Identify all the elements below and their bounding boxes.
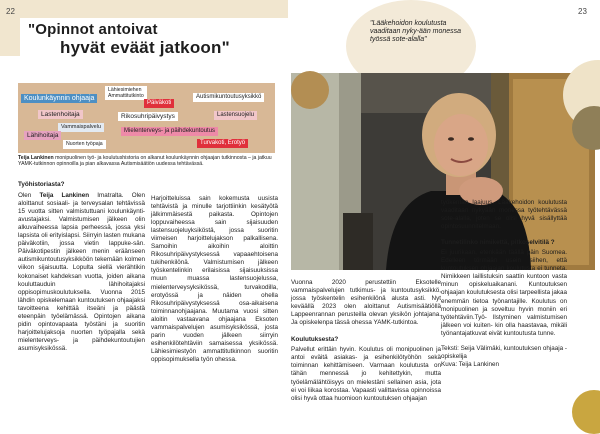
tag-autismikuntoutusyksikko: Autismikuntoutusyksikkö xyxy=(193,93,264,102)
tag-vammaispalvelu: Vammaispalvelu xyxy=(58,123,104,132)
heading-recognition: Tunnetilinko nimikettä, pitkoselvitilä ? xyxy=(441,239,555,247)
col4-text: työkentän laajuus. Lääkehoidon koulutusta vaaditaan nykyään monessa työtehtävässä sote-alalla, joten se olisi hyvä sisällyttää opintosuunnitelmaan. xyxy=(441,199,567,231)
title-line-1: "Opinnot antoivat xyxy=(28,21,158,38)
career-tag-cloud-image xyxy=(18,83,275,153)
page-number-left: 22 xyxy=(6,7,15,16)
caption-text: monipuolinen työ- ja koulutushistoria on alkanut koulunkäynnin ohjaajan tutkinnosta – ja jatkuu YAMK-tutkinnon opinnoilla ja pian alkavassa Autismisäätiön uudessa tehtävässä. xyxy=(18,155,272,168)
caption-name: Teija Lankinen xyxy=(18,155,54,161)
col3-text: Vuonna 2020 perustettiin Eksotelle vammaispalvelujen tutkimus- ja kuntoutusyksikkö, jossa työskentelin esihenkilönä alusta asti. Nyt keväällä 2023 olen aloittanut Autismisäätiöllä Lappeenrannan perusteilla olevan yksikön johtajana. Ja opiskelenpa tässä ohessa YAMK-tutkintoa. xyxy=(291,279,441,327)
credits xyxy=(441,345,567,369)
col3-text2: Palvellut erittäin hyvin. Koulutus oli monipuolinen ja antoi eväitä asiakas- ja esihenkilötyöhön sekä toiminnan kehittämiseen. Varmaan koulutusta on tähän mennessä jo kehitettykin, mutta työelämälähtöisyys on mielestäni sellainen asia, jota ei voi liikaa korostaa. Vapaasti valittavissa opinnoissa olisi hyvä ottaa huomioon kuntoutuksen ohjaajan xyxy=(291,346,441,402)
col4-text2: Ei juurikaan, etenkään täällä päin Suomea. Edelleen törmään usein siihen, että kuntoutuksen ohjaajan koulutusta ei tunneta. Nimikkeen laillistuksin saattin kuntoon vasta minun opiskeluaikanani. Kuntoutuksen ohjaajan koulutuksesta olisi tarpeellista jakaa enemmän tietoa työnantajille. Koulutus on monipuolinen ja soveltuu hyvin moniin eri työtehtäviin.Työ- llstyminen valmistumisen jälkeen voi kuiten- kin olla haastavaa, mikäli työnantajatkuvat eivät kuntoutusta tunne. xyxy=(441,249,567,337)
credit-text: Teksti: Seija Välimäki, kuntoutuksen ohjaaja -opiskelija xyxy=(441,344,568,360)
pull-quote: "Lääkehoidon koulutusta vaaditaan nyky-ään monessa työssä sote-alalla" xyxy=(370,20,462,44)
tag-lahiesimiehen: Lähiesimiehen Ammattitutkinto xyxy=(105,86,147,100)
heading-work-history: Työhistoriasta? xyxy=(18,181,65,188)
credit-photo: Kuva: Teija Lankinen xyxy=(441,360,499,368)
col1-name: Teija Lankinen xyxy=(39,192,90,200)
header-band xyxy=(20,0,288,18)
col2-text: Harjoitteluissa sain kokemusta uusista tehtävistä ja minulle tarjottiinkin kesätyötä jälkimmäisestä paikasta. Opintojen loppuvaiheessa sain sijaisuuden lastensuojeluyksiköstä, jossa suoritin viimeisen harjoittelujakson palkallisena. Samoihin aikoihin aloittin Rikosuhripäivystyksessä vapaaehtoisena tukihenkilönä. Valmistumisen jälkeen työskentelinkin erilaisissa sijaisuuksissa muun muassa lastensuojelussa, mielenterveysyksikössä, turvakodilla, erotyössä ja näiden ohella Rikosuhripäivystyksessä osa-aikaisena toiminnanohjaajana. Muutama vuosi sitten aloitin vastaavana ohjaajana Eksoten vammaispalvelujen asumisyksikössä, josta parin vuoden jälkeen siirryin esihenkilötehtäviin samaisessa yksikössä. Lähiesimiestyön ammattitutkinnon suoritin oppisopimuksella työn ohessa. xyxy=(151,195,278,363)
tag-mielenterveys: Mielenterveys- ja päihdekuntoutus xyxy=(121,127,218,136)
column-4 xyxy=(441,199,567,369)
col1-text: Imatralta. Olen aloittanut sosiaali- ja terveysalan tehtävissä 15 vuotta sitten valmistuttuani koulunkäynti-avustajaksi. Valmistumisen jälkeen olin alkuvaiheessa lapsia perheessä, jossa yksi lapsista oli erityislapsi. Siirryin lasten mukana päiväkotiin, jossa vietin lappuke-sän. Päiväkotipestin jälkeen menin eräänseen autismikuntoutusyksikköön tekemään kolmen viikon sijaisuutta. Lopulta siellä vierähtikin kokonaiset kahdeksan vuotta, joiden aikana kouluttauduin lähihoitajaksi oppisopimuskoulutuksella. Vuonna 2015 lähdin opiskelemaan kuntoutuksen ohjaajaksi tavoitteena kehittää itseäni ja päästä eteenpäin työelämässä. Opintojen aikana pidin opintovapaata työstäni ja suoritin harjoittelujaksoja nuorten työpajalla sekä mielenterveys- ja päihdekuntoutujien asumisyksikössä. xyxy=(18,192,145,352)
tag-paivakoti: Päiväkoti xyxy=(144,99,174,108)
column-2 xyxy=(151,195,278,364)
tag-koulunkaynnin-ohjaaja: Koulunkäynnin ohjaaja xyxy=(21,94,97,103)
column-1 xyxy=(18,181,145,353)
tag-lahihoitaja: Lähihoitaja xyxy=(24,131,61,140)
heading-education: Koulutuksesta? xyxy=(291,336,339,344)
tag-lastenhoitaja: Lastenhoitaja xyxy=(38,110,83,119)
decor-circle-tan xyxy=(291,71,329,109)
col1-prefix: Olen xyxy=(18,192,40,200)
tag-nuorten-tyopaja: Nuorten työpaja xyxy=(63,140,106,149)
column-3 xyxy=(291,279,441,403)
title-line-2: hyvät eväät jatkoon" xyxy=(60,38,230,57)
image-caption xyxy=(18,155,280,168)
tag-turvakoti-erotyo: Turvakoti, Erotyö xyxy=(197,139,248,148)
tag-rikosuhripaivystys: Rikosuhripäivystys xyxy=(118,112,178,121)
tag-lastensuojelu: Lastensuojelu xyxy=(214,111,257,120)
page-number-right: 23 xyxy=(578,7,587,16)
decor-circle-gold xyxy=(572,390,600,434)
